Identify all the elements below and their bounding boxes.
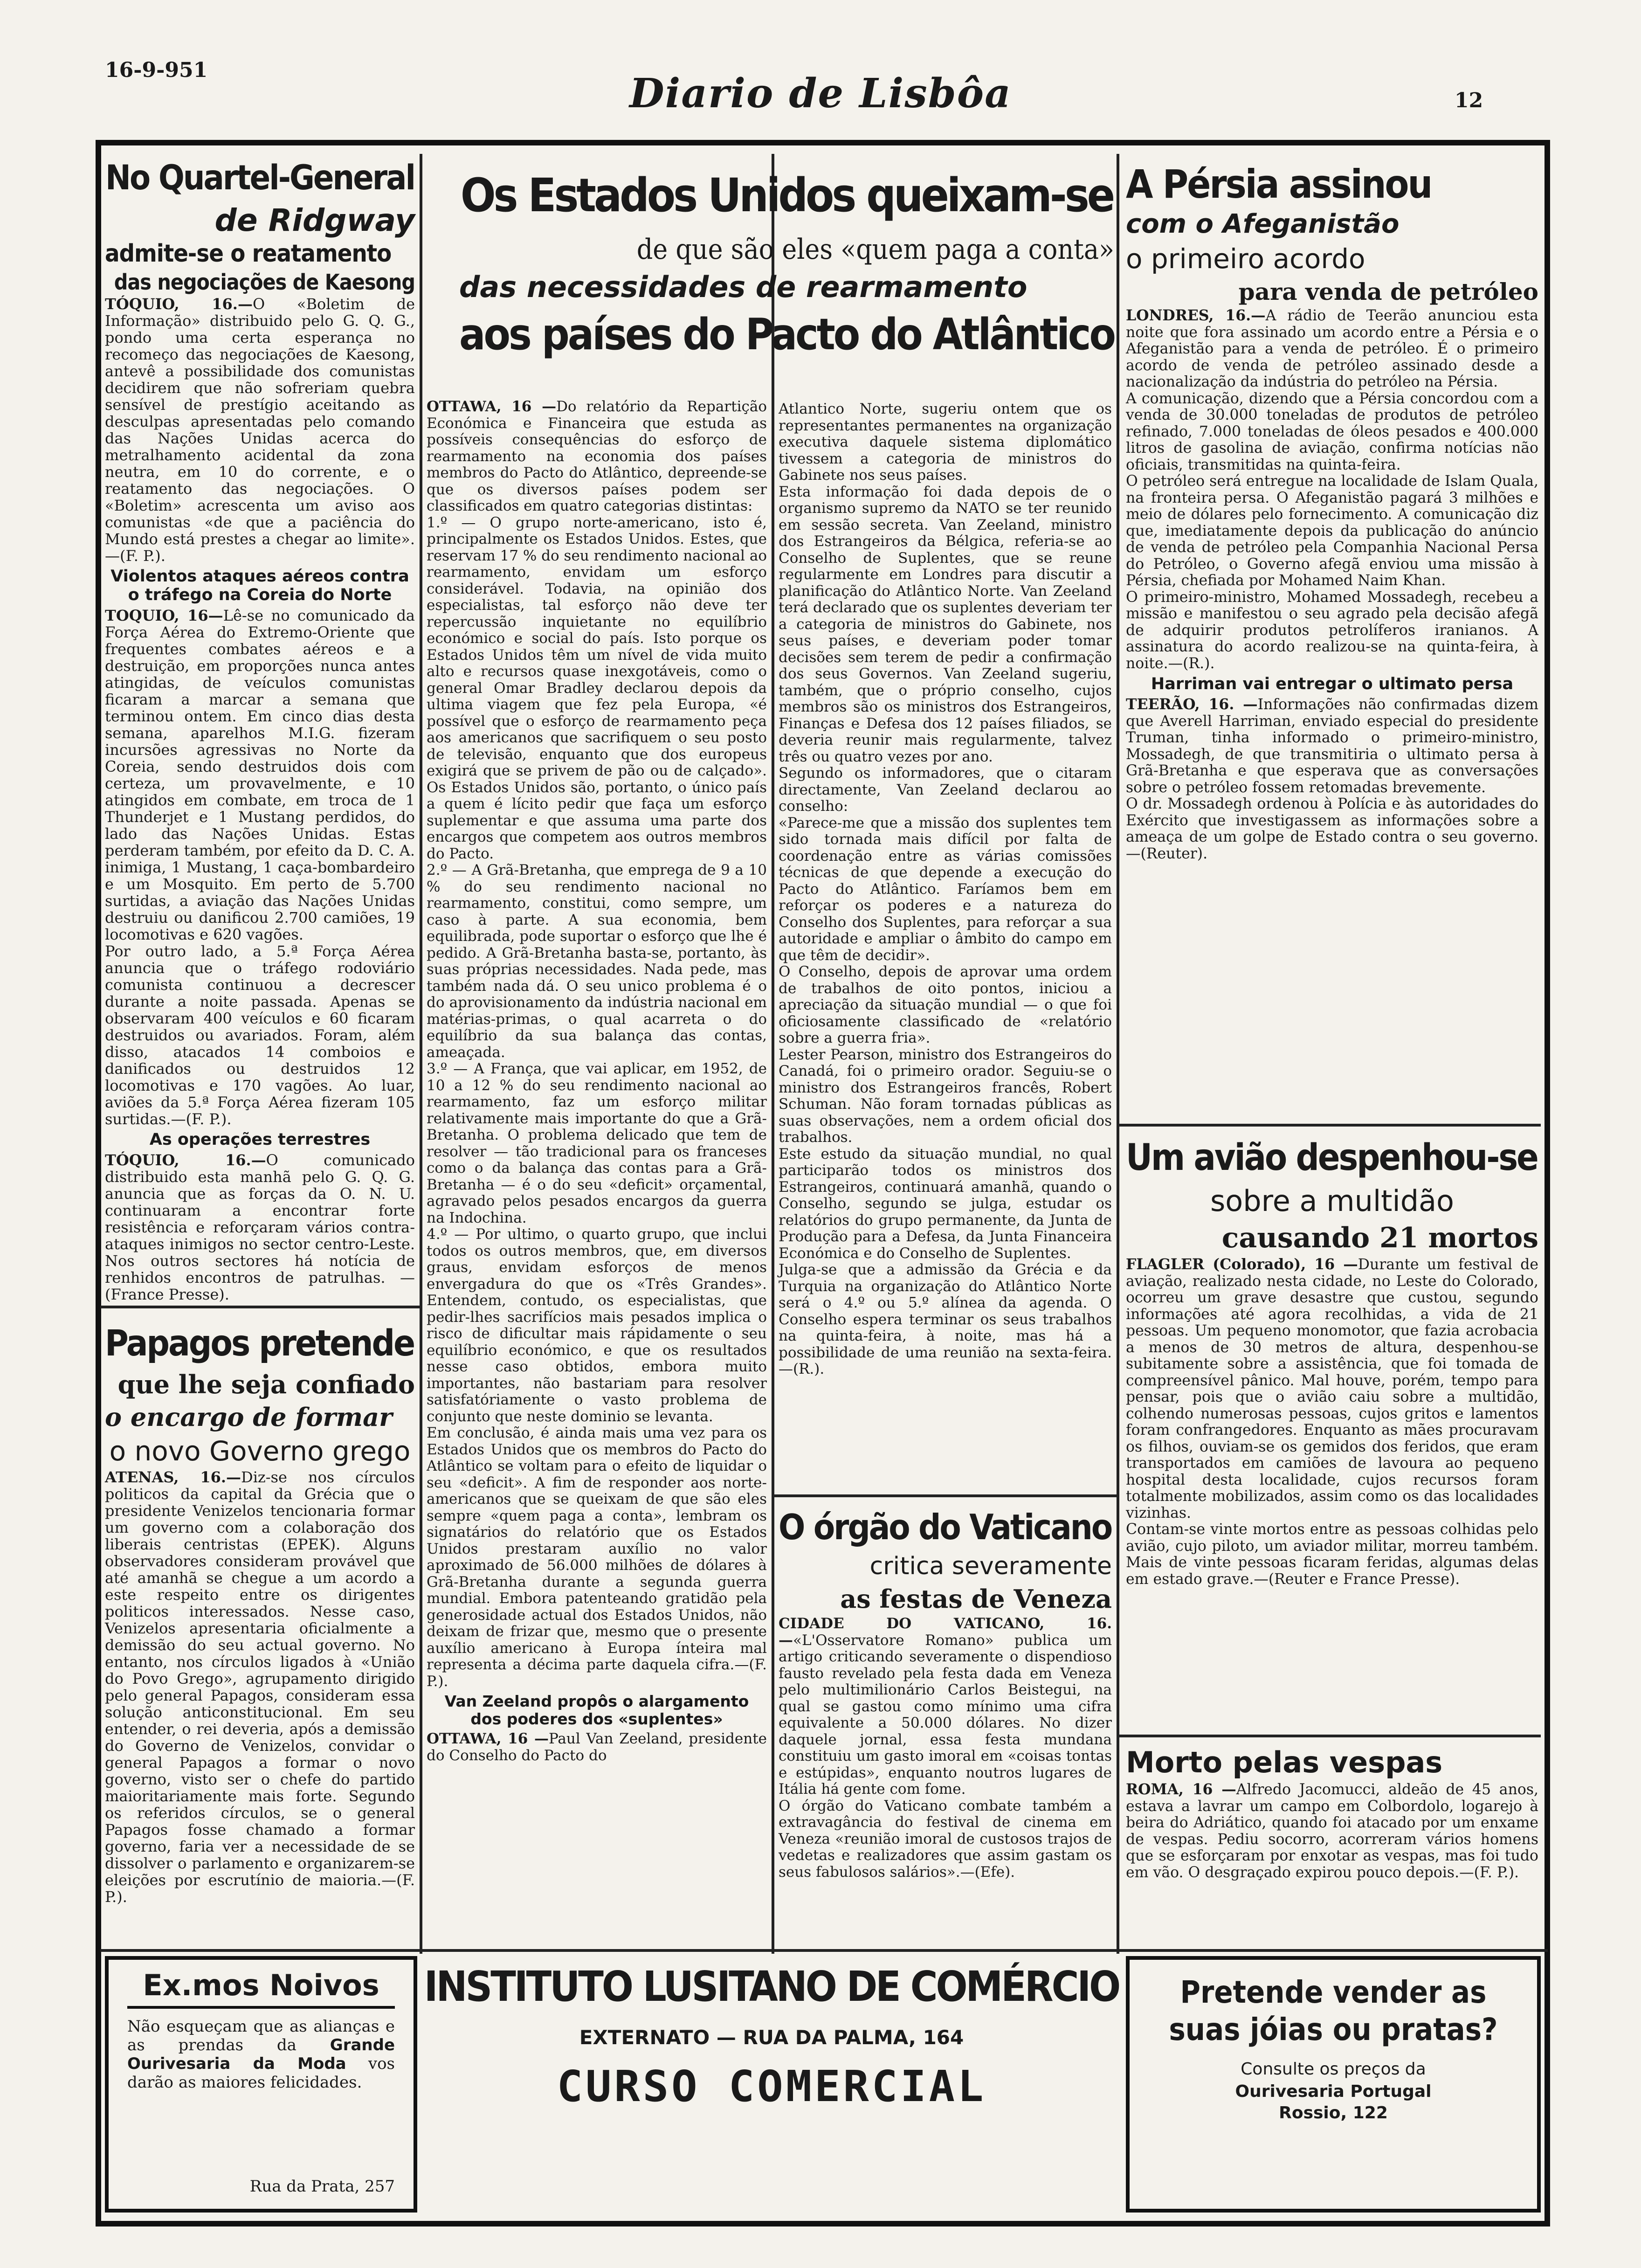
dateline: OTTAWA, 16 — (427, 1730, 549, 1747)
newspaper-title: Diario de Lisbôa (629, 70, 1012, 117)
article-ridgway (105, 154, 420, 1303)
ad-joias (1126, 1956, 1541, 2213)
headline-papagos-2: que lhe seja confiado (117, 1369, 415, 1399)
headline-usa-3: das necessidades de rearmamento (459, 270, 1027, 304)
dateline: TÓQUIO, 16.— (105, 1151, 266, 1169)
dateline: ATENAS, 16.— (105, 1468, 241, 1486)
article-aviao (1126, 1133, 1538, 1730)
issue-date: 16-9-951 (105, 58, 208, 82)
headline-ridgway-1: No Quartel-General (105, 158, 414, 198)
ad-noivos-title: Ex.mos Noivos (127, 1968, 395, 2009)
ad-instituto-course: CURSO COMERCIAL (557, 2061, 986, 2111)
article-vespas (1126, 1744, 1544, 1944)
section-rule (1119, 1124, 1541, 1127)
ad-joias-address: Rossio, 122 (1279, 2103, 1388, 2123)
paragraph: CIDADE DO VATICANO, 16.—«L'Osservatore Romano» publica um artigo criticando severamente o dispendioso fausto revelado pela festa dada em Veneza pelo multimilionário Carlos Beistegui, na qual se gastou como mínimo uma cifra equivalente a 50.000 dólares. No dizer daquele jornal, essa festa mundana constituiu um gasto imoral em «coisas tontas e estúpidas», enquanto noutros lugares de Itália há gente com fome. O órgão do Vaticano combate também a extravagância do festival de cinema em Veneza «reunião imoral de custosos trajos de vedetas e realizadores que assim gastam os seus fabulosos salários».—(Efe). (779, 1615, 1112, 1881)
headline-persia-2: com o Afeganistão (1126, 209, 1400, 239)
dateline: CIDADE DO VATICANO, 16.— (779, 1615, 1112, 1649)
column-rule (1117, 154, 1119, 1954)
ad-noivos-text: Não esqueçam que as alianças e as prendas da Grande Ourivesaria da Moda vos darão as maiores felicidades. (127, 2017, 395, 2092)
paragraph: OTTAWA, 16 —Paul Van Zeeland, presidente do Conselho do Pacto do (427, 1730, 772, 1764)
headline-usa-2: de que são eles «quem paga a conta» (636, 233, 1114, 266)
page-number: 12 (1455, 89, 1483, 112)
paragraph: TÓQUIO, 16.—O comunicado distribuido esta manhã pelo G. Q. G. anuncia que as forças da O. N. U. continuaram a encontrar forte resistência e reforçaram vários contra-ataques inimigos no sector centro-Leste. Nos outros sectores há notícia de renhidos encontros de patrulhas. — (France Presse). (105, 1151, 420, 1303)
headline-aviao-1: Um avião despenhou-se (1126, 1137, 1538, 1179)
headline-ridgway-3: admite-se o reatamento (105, 240, 392, 268)
section-rule (100, 1306, 422, 1308)
paragraph: TEERÃO, 16. —Informações não confirmadas dizem que Averell Harriman, enviado especial do presidente Truman, tinha informado o primeiro-ministro, Mossadegh, de que transmitiria o ultimato persa à Grã-Bretanha e que esperava que as conversações sobre o petróleo fossem retomadas brevemente. O dr. Mossadegh ordenou à Polícia e às autoridades do Exército que investigassem as informações sobre a ameaça de um golpe de Estado contra o seu governo.—(Reuter). (1126, 696, 1539, 862)
headline-ridgway-2: de Ridgway (214, 202, 415, 238)
dateline: FLAGLER (Colorado), 16 — (1126, 1256, 1358, 1273)
paragraph: TOQUIO, 16—Lê-se no comunicado da Força Aérea do Extremo-Oriente que frequentes combates aéreos e a destruição, em proporções nunca antes atingidas, de veículos comunistas ficaram a marcar a semana que terminou ontem. Em cinco dias desta semana, aparelhos M.I.G. fizeram incursões agressivas no Norte da Coreia, sendo destruidos dois com certeza, um provavelmente, e 10 atingidos em combate, em troca de 1 Thunderjet e 1 Mustang perdidos, do lado das Nações Unidas. Estas perderam também, por efeito da D. C. A. inimiga, 1 Mustang, 1 caça-bombardeiro e um Mosquito. Em perto de 5.700 surtidas, a aviação das Nações Unidas destruiu ou danificou 2.700 camiões, 19 locomotivas e 620 vagões. (105, 607, 420, 943)
headline-persia-1: A Pérsia assinou (1126, 161, 1432, 207)
article-vaticano (779, 1504, 1112, 1944)
subheadline: Harriman vai entregar o ultimato persa (1151, 675, 1514, 693)
ad-instituto (422, 1954, 1121, 2215)
headline-usa-1: Os Estados Unidos queixam-se (460, 169, 1113, 222)
headline-papagos-1: Papagos pretende (105, 1323, 414, 1364)
headline-vespas: Morto pelas vespas (1126, 1745, 1443, 1779)
headline-persia-4: para venda de petróleo (1238, 278, 1538, 305)
column-rule (420, 154, 422, 1954)
article-persia (1126, 161, 1538, 1119)
dateline: OTTAWA, 16 — (427, 398, 557, 415)
dateline: LONDRES, 16.— (1126, 307, 1266, 324)
headline-usa-4: aos países do Pacto do Atlântico (459, 309, 1114, 360)
ad-noivos-address: Rua da Prata, 257 (249, 2177, 395, 2196)
headline-persia-3: o primeiro acordo (1126, 243, 1365, 275)
dateline: TEERÃO, 16. — (1126, 696, 1258, 713)
paragraph: OTTAWA, 16 —Do relatório da Repartição Económica e Financeira que estuda as possíveis consequências do esforço de rearmamento na economia dos países membros do Pacto do Atlântico, depreende-se que os diversos países podem ser classificados em quatro categorias distintas: 1.º — O grupo norte-americano, isto é, principalmente os Estados Unidos. Estes, que reservam 17 % do seu rendimento nacional ao rearmamento, envidam um esforço considerável. Todavia, na opinião dos especialistas, tal esforço não deve ter repercussão inquietante no equilíbrio económico e social do país. Isto porque os Estados Unidos têm um nível de vida muito alto e recursos quase inexgotáveis, como o general Omar Bradley declarou depois da ultima viagem que fez pela Europa, «é possível que o esforço de rearmamento peça aos americanos que sacrifiquem o seu posto de televisão, enquanto que dos europeus exigirá que se privem de pão ou de calçado». Os Estados Unidos são, portanto, o único país a quem é lícito pedir que faça um esforço suplementar e que assuma uma parte dos encargos que competem aos outros membros do Pacto. 2.º — A Grã-Bretanha, que emprega de 9 a 10 % do seu rendimento nacional no rearmamento, constitui, como sempre, um caso à parte. A sua economia, bem equilibrada, pode suportar o esforço que lhe é pedido. A Grã-Bretanha basta-se, portanto, às suas próprias necessidades. Nada pede, mas também nada dá. O seu unico problema é o do aprovisionamento da indústria nacional em matérias-primas, o qual acarreta o do equilíbrio da sua balança das contas, ameaçada. 3.º — A França, que vai aplicar, em 1952, de 10 a 12 % do seu rendimento nacional ao rearmamento, faz um esforço militar relativamente mais importante do que a Grã-Bretanha. O problema delicado que tem de resolver — tão tradicional para os franceses como o da balança das contas para a Grã-Bretanha — é o do seu «deficit» orçamental, agravado pelos pesados encargos da guerra na Indochina. 4.º — Por ultimo, o quarto grupo, que inclui todos os outros membros, que, em diversos graus, envidam esforços de menos envergadura do que os «Três Grandes». Entendem, contudo, os especialistas, que pedir-lhes sacrifícios mais pesados implica o risco de dificultar mais rápidamente o seu equilíbrio económico, e que os resultados nesse caso obtidos, embora muito importantes, não bastariam para resolver satisfatóriamente o vasto problema de conjunto que neste dominio se levanta. Em conclusão, é ainda mais uma vez para os Estados Unidos que os membros do Pacto do Atlântico se voltam para o efeito de liquidar o seu «deficit». A fim de responder aos norte-americanos que se queixam de que são eles sempre «quem paga a conta», lembram os signatários do relatório que os Estados Unidos prestaram auxílio no valor aproximado de 56.000 milhões de dólares à Grã-Bretanha durante a segunda guerra mundial. Embora patenteando gratidão pela generosidade actual dos Estados Unidos, não deixam de frizar que, mesmo que o presente auxílio americano à Europa ínteira mal representa a décima parte daquela cifra.—(F. P.). (427, 398, 767, 1690)
headline-ridgway-4: das negociações de Kaesong (114, 270, 415, 295)
article-usa-column-1 (427, 398, 772, 1942)
headline-vaticano-2: critica severamente (869, 1552, 1112, 1580)
subheadline: Van Zeeland propôs o alargamento dos poderes dos «suplentes» (444, 1692, 749, 1728)
headline-block-usa (459, 161, 1114, 403)
headline-papagos-4: o novo Governo grego (109, 1435, 411, 1467)
ad-joias-text: Consulte os preços da (1241, 2060, 1426, 2079)
headline-vaticano-1: O órgão do Vaticano (779, 1507, 1112, 1548)
headline-aviao-3: causando 21 mortos (1221, 1222, 1538, 1254)
ad-joias-title-1: Pretende vender as (1180, 1974, 1487, 2010)
paragraph: LONDRES, 16.—A rádio de Teerão anunciou esta noite que fora assinado um acordo entre a Pérsia e o Afeganistão para a venda de petróleo. É o primeiro acordo de venda de petróleo assinado desde a nacionalização da indústria do petróleo na Pérsia. A comunicação, dizendo que a Pérsia concordou com a venda de 30.000 toneladas de produtos de petróleo refinado, 7.000 toneladas de óleos pesados e 400.000 litros de gasolina de aviação, confirma notícias não oficiais, transmitidas na quinta-feira. O petróleo será entregue na localidade de Islam Quala, na fronteira persa. O Afeganistão pagará 3 milhões e meio de dólares pelo fornecimento. A comunicação diz que, imediatamente depois da publicação do anúncio de venda de petróleo pela Companhia Nacional Persa do Petróleo, o Governo afegã enviou uma missão à Pérsia, chefiada por Mohamed Naim Khan. O primeiro-ministro, Mohamed Mossadegh, recebeu a missão e manifestou o seu agrado pela decisão afegã de adquirir produtos petrolíferos iranianos. A assinatura do acordo realizou-se na quinta-feira, à noite.—(R.). (1126, 307, 1538, 672)
paragraph: Atlantico Norte, sugeriu ontem que os representantes permanentes na organização executiva daquele sistema diplomático tivessem a categoria de ministros do Gabinete nos seus países. Esta informação foi dada depois de o organismo supremo da NATO se ter reunido em sessão secreta. Van Zeeland, ministro dos Estrangeiros da Bélgica, referia-se ao Conselho de Suplentes, que se reune regularmente em Londres para discutir a planificação do Atlântico Norte. Van Zeeland terá declarado que os suplentes deveriam ter a categoria de ministros do Gabinete, nos seus países, e deveriam poder tomar decisões sem terem de pedir a confirmação dos seus Governos. Van Zeeland sugeriu, também, que o próprio conselho, cujos membros são os ministros dos Estrangeiros, Finanças e Defesa dos 12 países filiados, se deveria reunir mais regularmente, talvez três ou quatro vezes por ano. Segundo os informadores, que o citaram directamente, Van Zeeland declarou ao conselho: «Parece-me que a missão dos suplentes tem sido tornada mais difícil por falta de coordenação entre as várias comissões técnicas de que depende a execução do Pacto do Atlântico. Faríamos bem em reforçar os poderes e a natureza do Conselho dos Suplentes, para reforçar a sua autoridade e ampliar o âmbito do campo em que têm de decidir». O Conselho, depois de aprovar uma ordem de trabalhos de oito pontos, iniciou a apreciação da situação mundial — o que foi oficiosamente classificado de «relatório sobre a guerra fria». Lester Pearson, ministro dos Estrangeiros do Canadá, foi o primeiro orador. Seguiu-se o ministro dos Estrangeiros francês, Robert Schuman. Não foram tornadas públicas as suas observações, nem a ordem oficial dos trabalhos. Este estudo da situação mundial, no qual participarão todos os ministros dos Estrangeiros, continuará amanhã, quando o Conselho, segundo se julga, estudar os relatórios do grupo permanente, da Junta de Produção para a Defesa, da Junta Financeira Económica e do Conselho de Suplentes. Julga-se que a admissão da Grécia e da Turquia na organização do Atlântico Norte será o 4.º ou 5.º alínea da agenda. O Conselho espera terminar os seus trabalhos na quinta-feira, à noite, mas há a possibilidade de uma reunião na sexta-feira.—(R.). (779, 401, 1112, 1377)
headline-aviao-2: sobre a multidão (1210, 1184, 1454, 1218)
paragraph: ATENAS, 16.—Diz-se nos círculos politicos da capital da Grécia que o presidente Venizelos tencionaria formar um governo com a colaboração dos liberais centristas (EPEK). Alguns observadores consideram provável que até amanhã se chegue a um acordo a este respeito entre os dirigentes politicos interessados. Nesse caso, Venizelos apresentaria oficialmente a demissão do seu actual governo. No entanto, nos círculos ligados à «União do Povo Grego», agrupamento dirigido pelo general Papagos, consideram essa solução anticonstitucional. Em seu entender, o rei deveria, após a demissão do Governo de Venizelos, convidar o general Papagos a formar o novo governo, visto ser o chefe do partido maioritariamente mais forte. Segundo os referidos círculos, se o general Papagos fosse chamado a formar governo, faria ver a necessidade de se dissolver o parlamento e organizarem-se eleições por escrutínio de maioria.—(F. P.). (105, 1468, 420, 1906)
headline-papagos-3: o encargo de formar (105, 1402, 393, 1432)
headline-vaticano-3: as festas de Veneza (840, 1584, 1112, 1614)
subheadline: Violentos ataques aéreos contra o tráfego na Coreia do Norte (110, 567, 409, 604)
paragraph: ROMA, 16 —Alfredo Jacomucci, aldeão de 45 anos, estava a lavrar um campo em Colbordolo, logarejo à beira do Adriático, quando foi atacado por um enxame de vespas. Pediu socorro, acorreram vários homens que se esforçaram por enxotar as vespas, mas foi tudo em vão. O desgraçado expirou pouco depois.—(F. P.). (1126, 1781, 1544, 1881)
paragraph: Por outro lado, a 5.ª Força Aérea anuncia que o tráfego rodoviário comunista continuou a decrescer durante a noite passada. Apenas se observaram 400 veículos e 60 ficaram destruidos ou avariados. Foram, além disso, atacados 14 comboios e danificados ou destruidos 12 locomotivas e 170 vagões. Ao luar, aviões da 5.ª Força Aérea fizeram 105 surtidas.—(F. P.). (105, 942, 420, 1128)
section-rule (1119, 1735, 1541, 1737)
section-rule (774, 1494, 1119, 1497)
ad-instituto-line: EXTERNATO — RUA DA PALMA, 164 (579, 2026, 964, 2049)
ad-joias-title-2: suas jóias ou pratas? (1169, 2012, 1498, 2047)
article-papagos (105, 1320, 420, 1944)
ad-noivos-brand: Grande Ourivesaria da Moda (127, 2036, 395, 2073)
article-usa-column-2 (779, 401, 1112, 1492)
column-rule (772, 154, 774, 1954)
dateline: TOQUIO, 16— (105, 607, 223, 624)
paragraph: TÓQUIO, 16.—O «Boletim de Informação» distribuido pelo G. Q. G., pondo uma certa esperança no recomeço das negociações de Kaesong, antevê a possibilidade dos comunistas decidirem que não sofreriam quebra sensível de prestígio aceitando as desculpas apresentadas pelo comando das Nações Unidas acerca do metralhamento acidental da zona neutra, em 10 do corrente, e o reatamento das negociações. O «Boletim» acrescenta um aviso aos comunistas «de que a paciência do Mundo está prestes a chegar ao limite».—(F. P.). (105, 295, 420, 565)
dateline: ROMA, 16 — (1126, 1781, 1236, 1798)
ad-instituto-title: INSTITUTO LUSITANO DE COMÉRCIO (424, 1962, 1119, 2011)
section-rule (100, 1949, 1548, 1952)
subheadline: As operações terrestres (149, 1130, 371, 1149)
paragraph: FLAGLER (Colorado), 16 —Durante um festival de aviação, realizado nesta cidade, no Leste do Colorado, ocorreu um grave desastre que custou, segundo informações até agora recolhidas, a vida de 21 pessoas. Um pequeno monomotor, que fazia acrobacia a menos de 30 metros de altura, despenhou-se subitamente sobre a assistência, que foi tomada de compreensível pânico. Mal houve, porém, tempo para pensar, pois que o avião caiu sobre a multidão, colhendo numerosas pessoas, cujos gritos e lamentos foram confrangedores. Enquanto as mães procuravam os filhos, ouviam-se os gemidos dos feridos, que eram transportados em camiões de lavoura ao pequeno hospital desta localidade, cujos recursos foram totalmente mobilizados, assim como os das localidades vizinhas. Contam-se vinte mortos entre as pessoas colhidas pelo avião, cujo piloto, um aviador militar, morreu também. Mais de vinte pessoas ficaram feridas, algumas delas em estado grave.—(Reuter e France Presse). (1126, 1256, 1538, 1588)
ad-joias-brand: Ourivesaria Portugal (1235, 2082, 1432, 2101)
ad-noivos (105, 1956, 417, 2213)
dateline: TÓQUIO, 16.— (105, 295, 253, 313)
